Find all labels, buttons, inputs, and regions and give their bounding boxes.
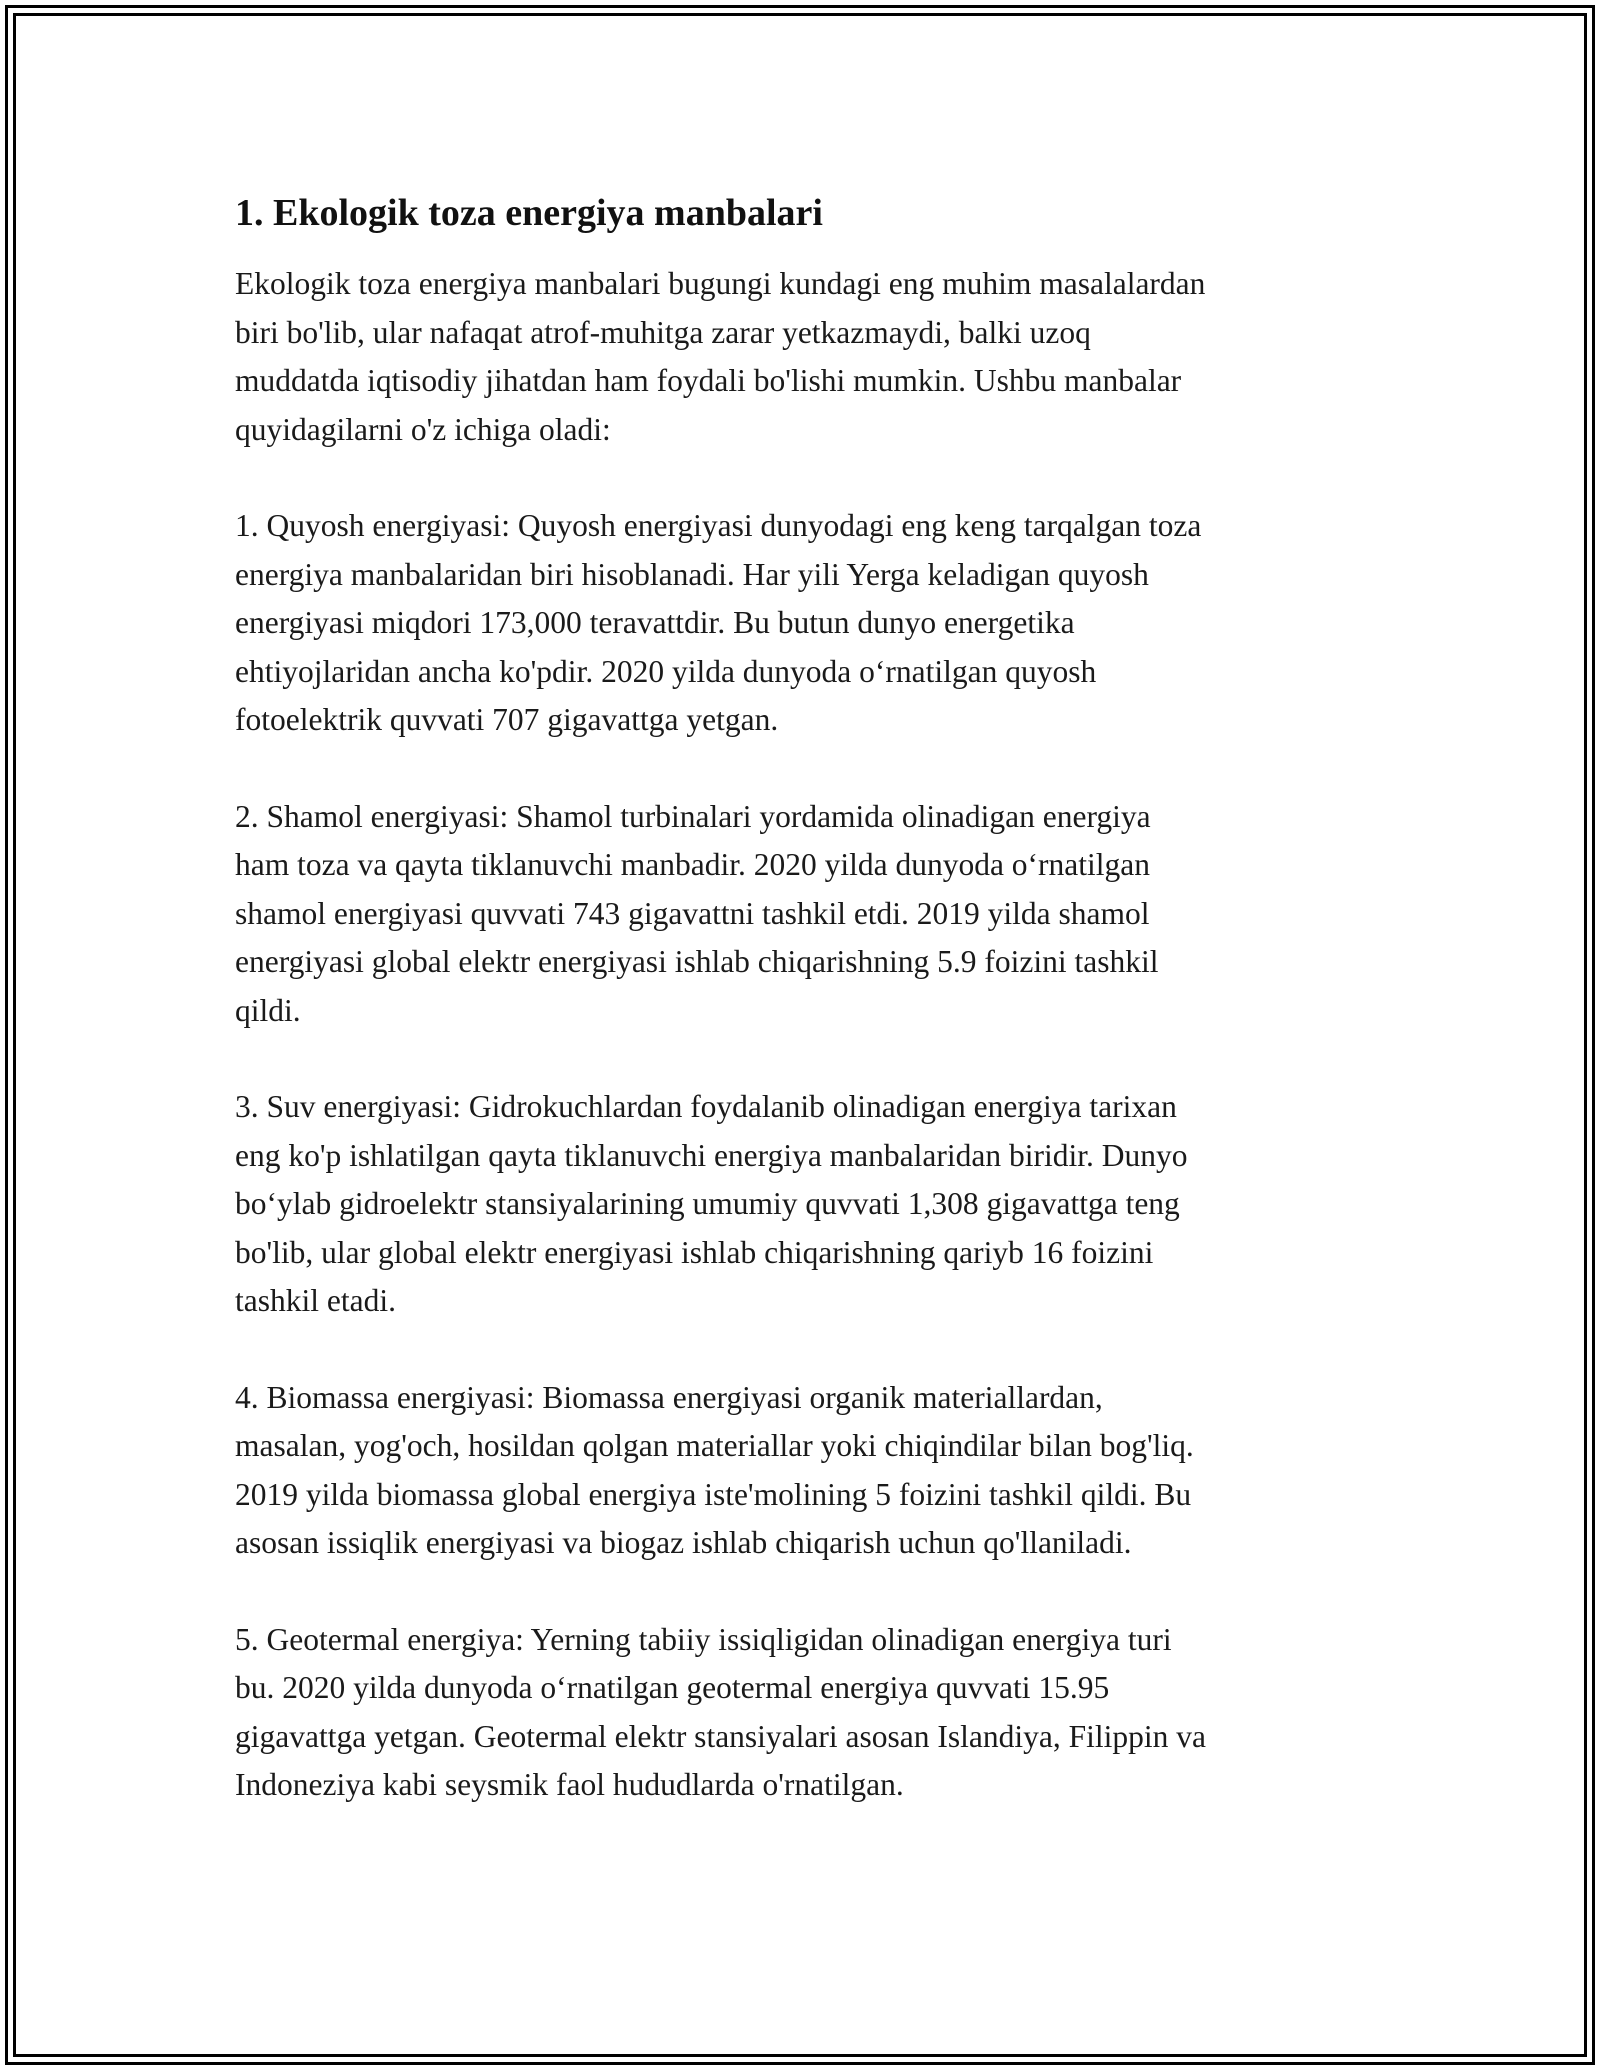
biomass-energy-paragraph: 4. Biomassa energiyasi: Biomassa energiyasi organik materiallardan, masalan, yog'och, hosildan qolgan materiallar yoki chiqindilar bilan bog'liq. 2019 yilda biomassa global energiya iste'molining 5 foizini tashkil qildi. Bu asosan issiqlik energiyasi va biogaz ishlab chiqarish uchun qo'llaniladi. (235, 1379, 1194, 1560)
intro-paragraph: Ekologik toza energiya manbalari bugungi kundagi eng muhim masalalardan biri bo'lib, ular nafaqat atrof-muhitga zarar yetkazmaydi, balki uzoq muddatda iqtisodiy jihatdan ham foydali bo'lishi mumkin. Ushbu manbalar quyidagilarni o'z ichiga oladi: (235, 266, 1206, 447)
hydro-energy-paragraph: 3. Suv energiyasi: Gidrokuchlardan foydalanib olinadigan energiya tarixan eng ko'p ishlatilgan qayta tiklanuvchi energiya manbalaridan biridir. Dunyo bo‘ylab gidroelektr stansiyalarining umumiy quvvati 1,308 gigavattga teng bo'lib, ular global elektr energiyasi ishlab chiqarishning qariyb 16 foizini tashkil etadi. (235, 1089, 1188, 1318)
geothermal-energy-paragraph: 5. Geotermal energiya: Yerning tabiiy issiqligidan olinadigan energiya turi bu. 2020 yilda dunyoda o‘rnatilgan geotermal energiya quvvati 15.95 gigavattga yetgan. Geotermal elektr stansiyalari asosan Islandiya, Filippin va Indoneziya kabi seysmik faol hududlarda o'rnatilgan. (235, 1621, 1206, 1802)
section-heading: 1. Ekologik toza energiya manbalari (235, 192, 823, 234)
document-body (235, 188, 1385, 1858)
solar-energy-paragraph: 1. Quyosh energiyasi: Quyosh energiyasi dunyodagi eng keng tarqalgan toza energiya manbalaridan biri hisoblanadi. Har yili Yerga keladigan quyosh energiyasi miqdori 173,000 teravattdir. Bu butun dunyo energetika ehtiyojlaridan ancha ko'pdir. 2020 yilda dunyoda o‘rnatilgan quyosh fotoelektrik quvvati 707 gigavattga yetgan. (235, 508, 1202, 737)
wind-energy-paragraph: 2. Shamol energiyasi: Shamol turbinalari yordamida olinadigan energiya ham toza va qayta tiklanuvchi manbadir. 2020 yilda dunyoda o‘rnatilgan shamol energiyasi quvvati 743 gigavattni tashkil etdi. 2019 yilda shamol energiyasi global elektr energiyasi ishlab chiqarishning 5.9 foizini tashkil qildi. (235, 798, 1159, 1028)
